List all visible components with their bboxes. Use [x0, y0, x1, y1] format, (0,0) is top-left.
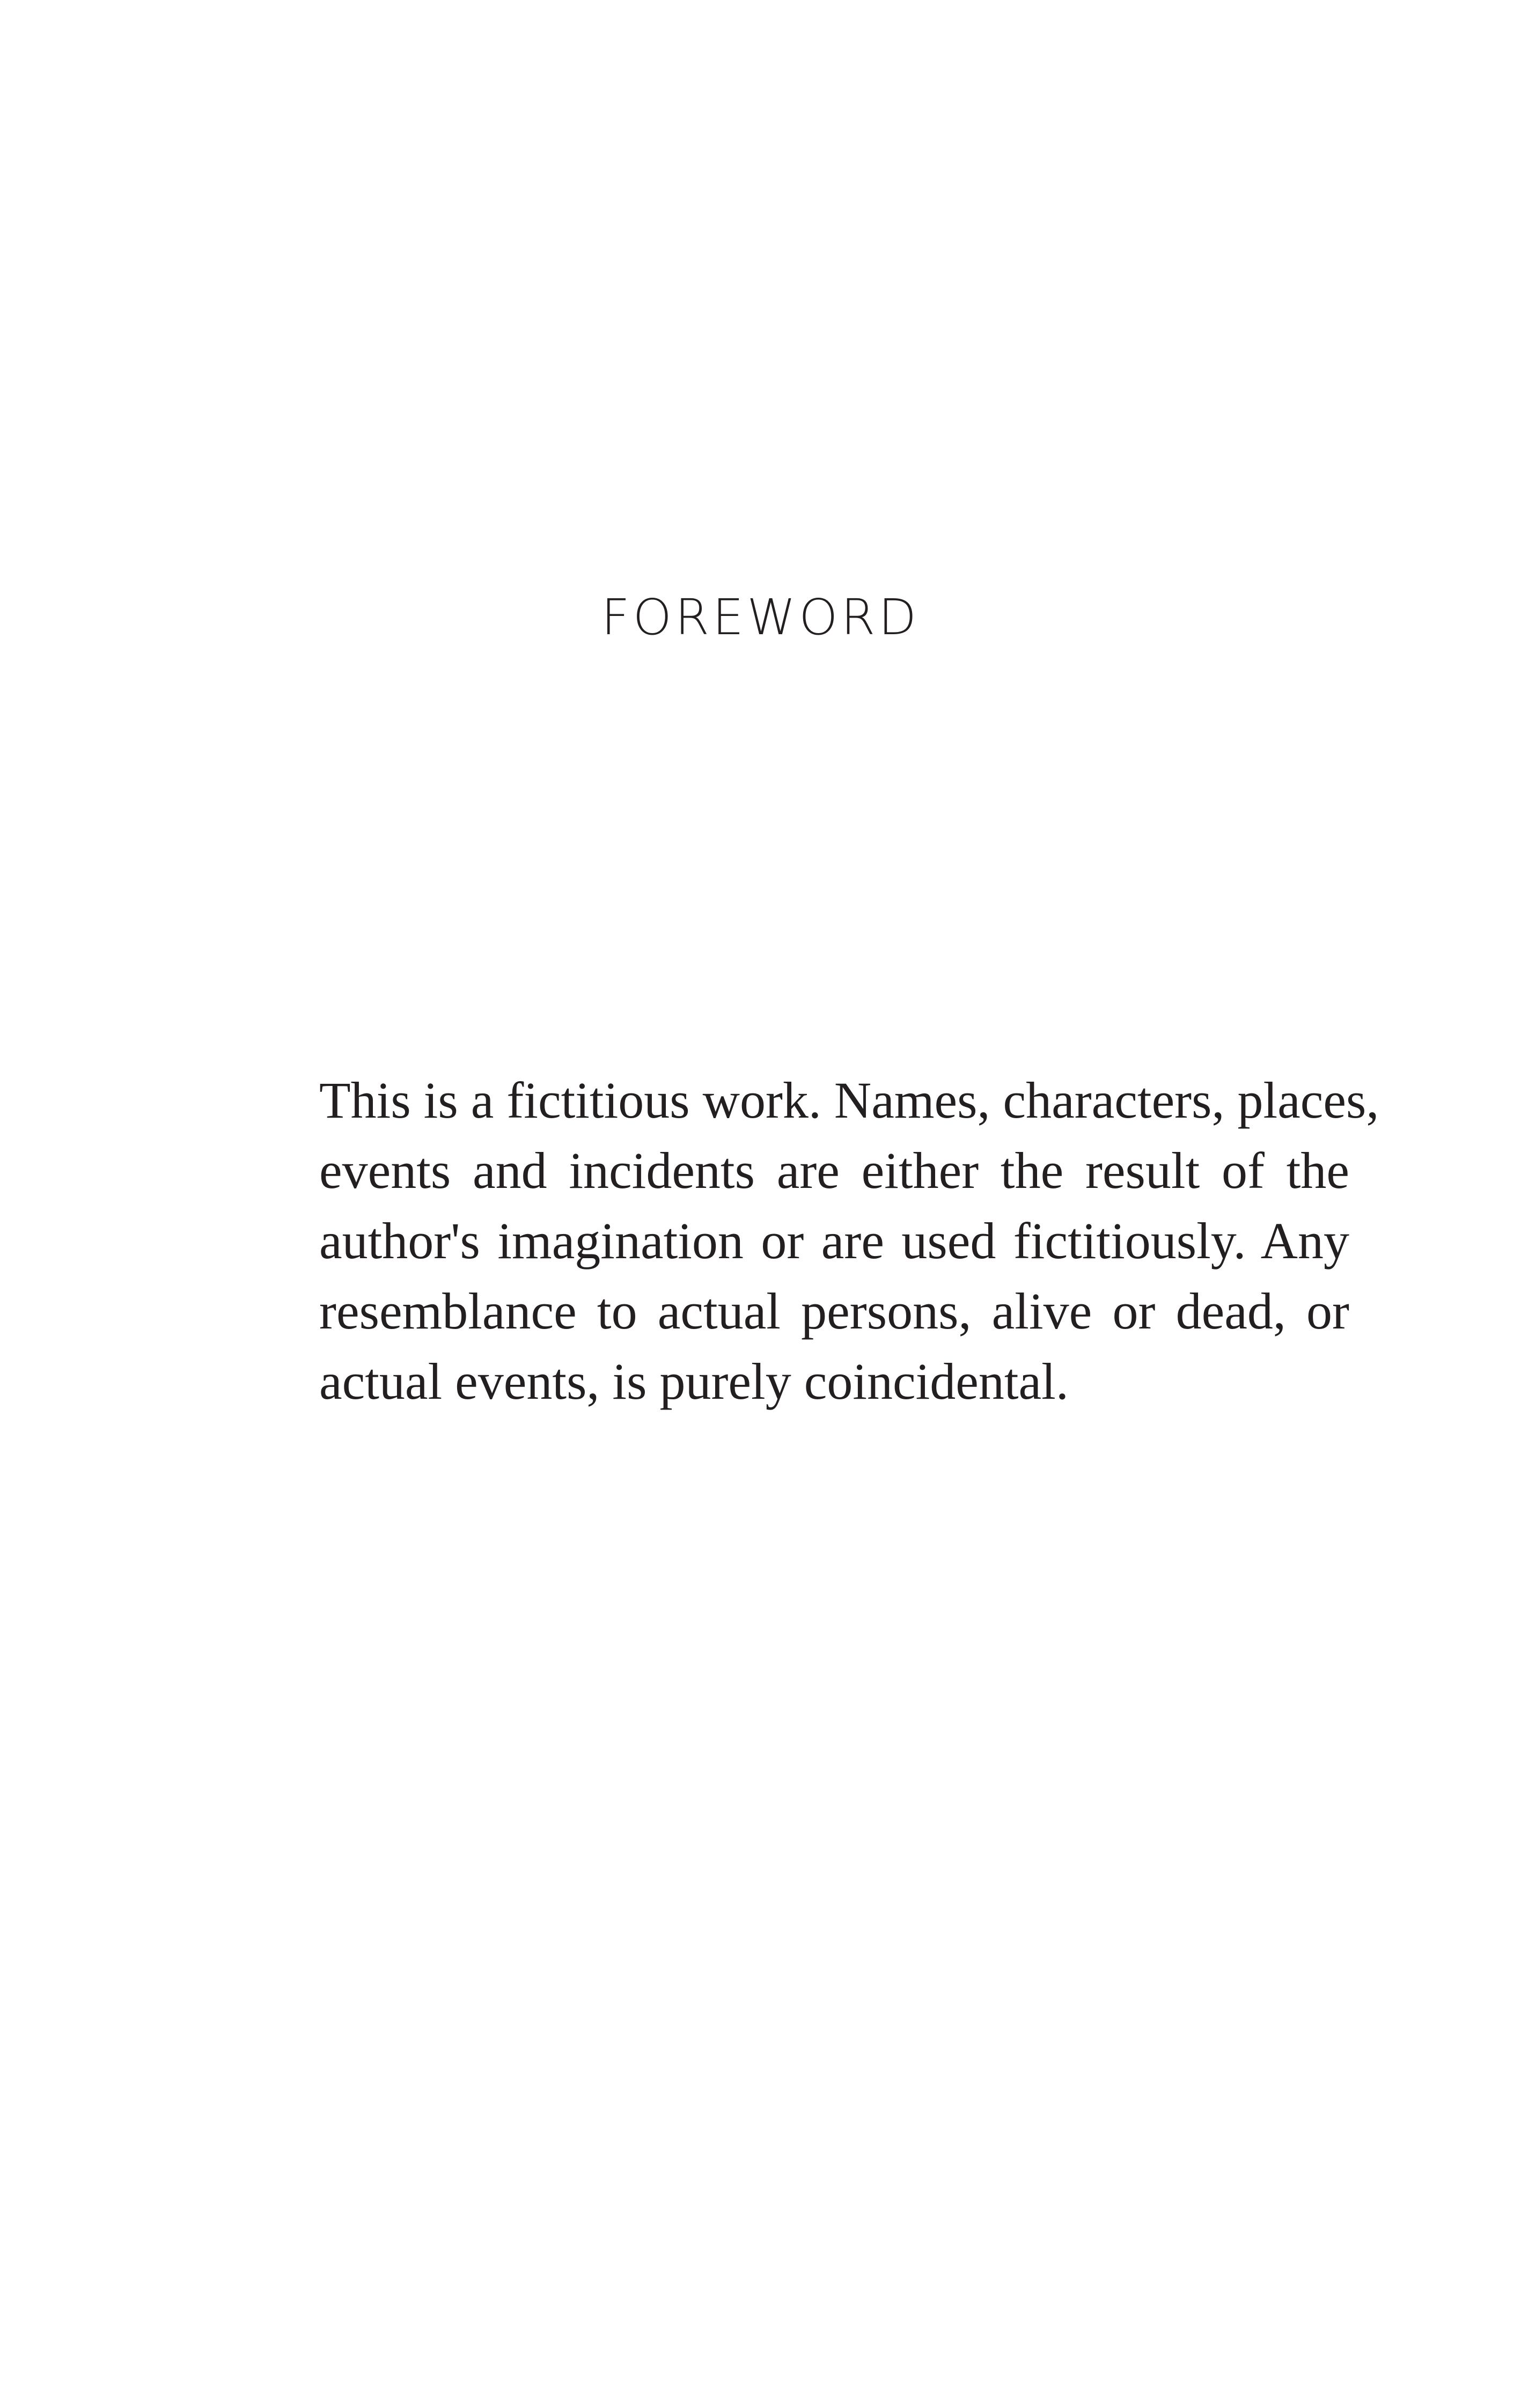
- paragraph-line: author's imagination or are used fictitiously. Any: [319, 1212, 1349, 1269]
- paragraph-line: actual events, is purely coincidental.: [319, 1353, 1069, 1410]
- page-title: FOREWORD: [601, 589, 920, 646]
- paragraph-line: events and incidents are either the result of the: [319, 1142, 1349, 1199]
- disclaimer-paragraph: [319, 1065, 1379, 1416]
- paragraph-line: resemblance to actual persons, alive or dead, or: [319, 1282, 1349, 1340]
- paragraph-line: This is a fictitious work. Names, characters, places,: [319, 1071, 1379, 1129]
